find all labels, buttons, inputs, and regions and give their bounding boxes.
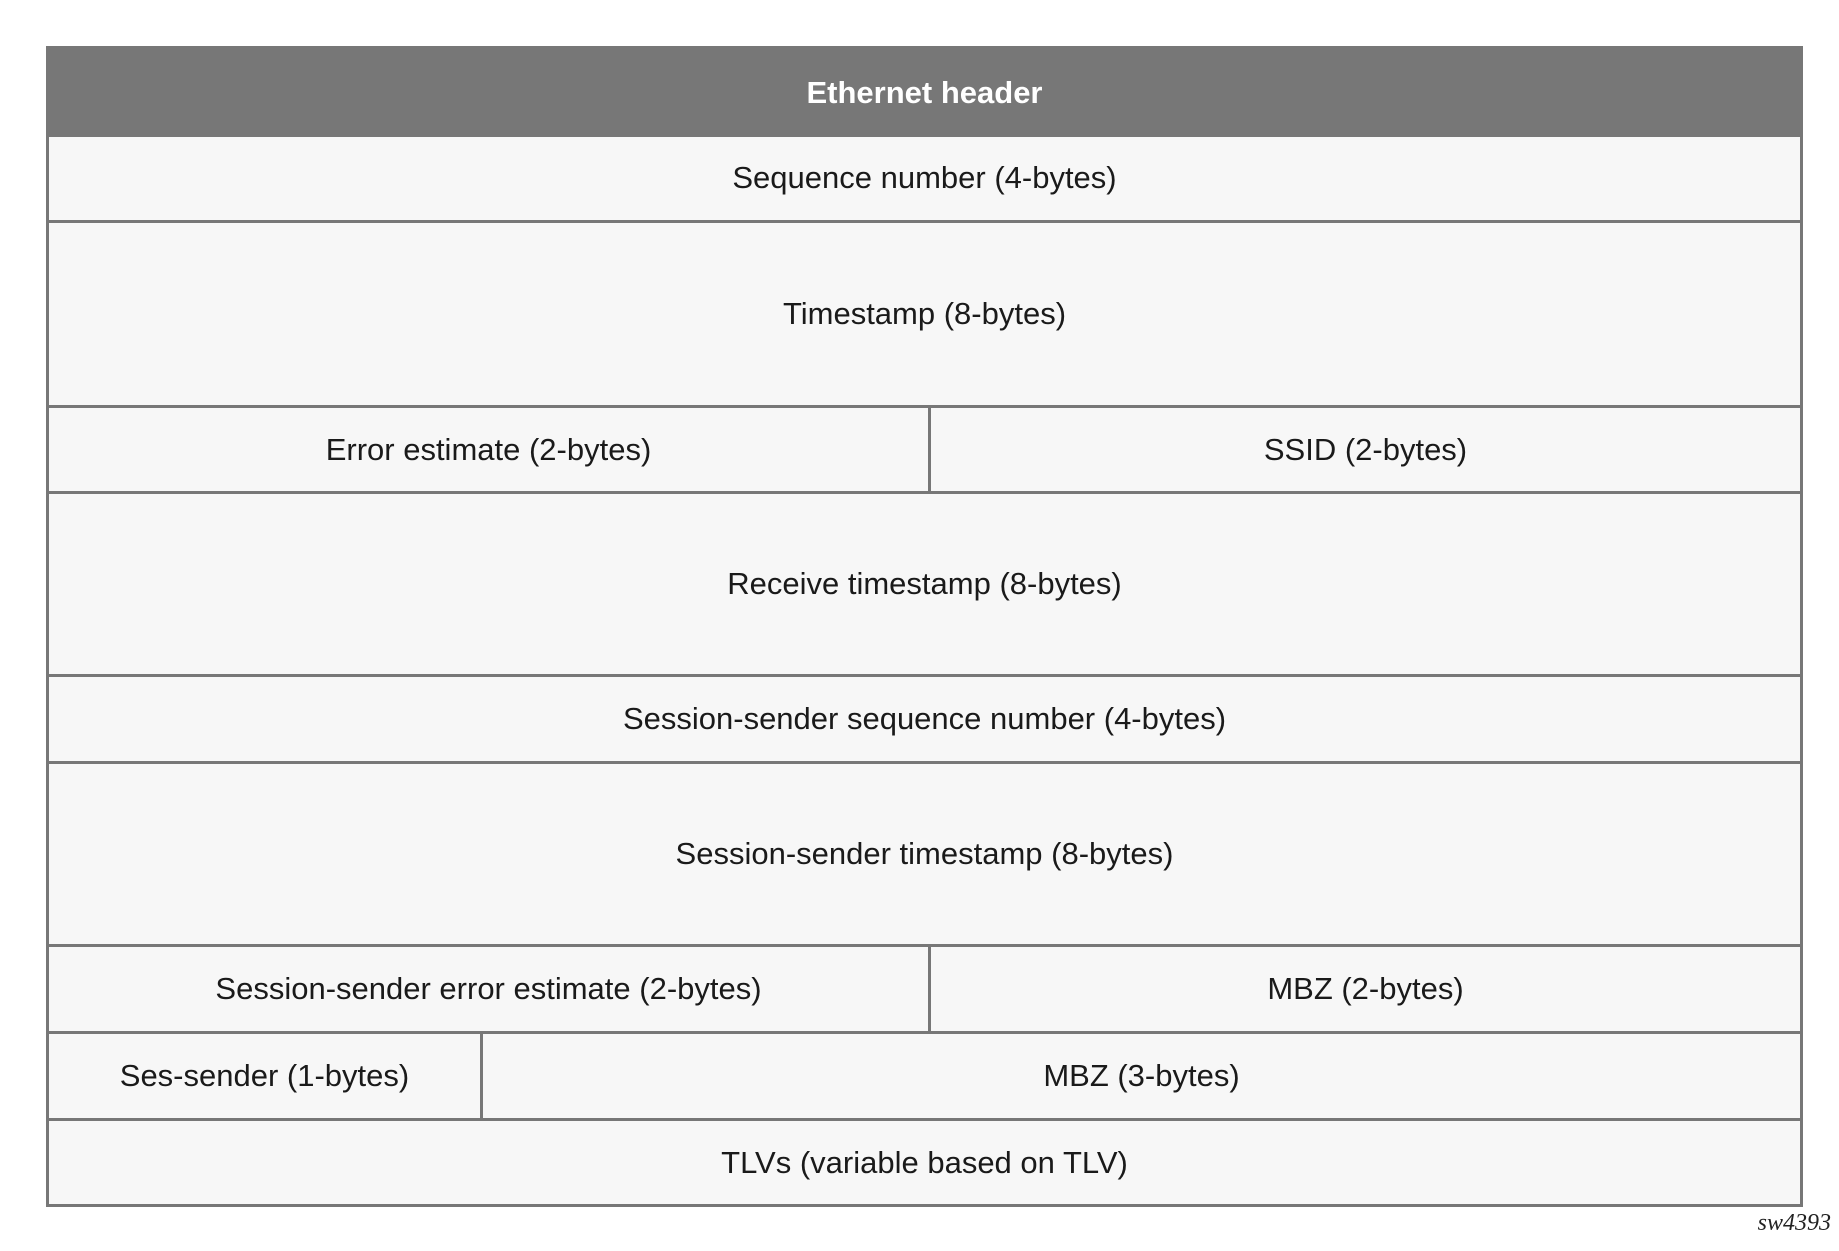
session-sender-error-estimate-field — [49, 947, 928, 1031]
mbz-3-bytes-field — [483, 1034, 1800, 1118]
ses-sender-field — [49, 1034, 480, 1118]
timestamp-field — [49, 223, 1800, 404]
error-estimate-label: Error estimate (2-bytes) — [325, 431, 652, 467]
receive-timestamp-label: Receive timestamp (8-bytes) — [727, 566, 1122, 601]
tlvs-field — [49, 1121, 1800, 1204]
session-sender-timestamp-label: Session-sender timestamp (8-bytes) — [675, 836, 1174, 871]
sequence-number-label: Sequence number (4-bytes) — [732, 160, 1117, 195]
ethernet-header-label: Ethernet header — [806, 75, 1043, 110]
ses-sender-label: Ses-sender (1-bytes) — [119, 1058, 410, 1093]
session-sender-sequence-number-field — [49, 677, 1800, 761]
mbz-2-bytes-label: MBZ (2-bytes) — [1267, 971, 1464, 1006]
session-sender-error-estimate-label: Session-sender error estimate (2-bytes) — [215, 971, 762, 1006]
mbz-3-bytes-label: MBZ (3-bytes) — [1043, 1058, 1240, 1093]
receive-timestamp-field — [49, 494, 1800, 674]
mbz-2-bytes-field — [931, 947, 1800, 1031]
figure-id-label: sw4393 — [1757, 1210, 1831, 1236]
session-sender-timestamp-field — [49, 764, 1800, 944]
session-sender-sequence-number-label: Session-sender sequence number (4-bytes) — [622, 701, 1227, 736]
sequence-number-field — [49, 137, 1800, 219]
ssid-field — [931, 408, 1800, 491]
ethernet-header-cell — [49, 49, 1800, 137]
ssid-label: SSID (2-bytes) — [1263, 431, 1468, 467]
tlvs-label: TLVs (variable based on TLV) — [721, 1144, 1128, 1180]
timestamp-label: Timestamp (8-bytes) — [782, 295, 1067, 331]
error-estimate-field — [49, 408, 928, 491]
packet-format-diagram — [46, 46, 1803, 1207]
